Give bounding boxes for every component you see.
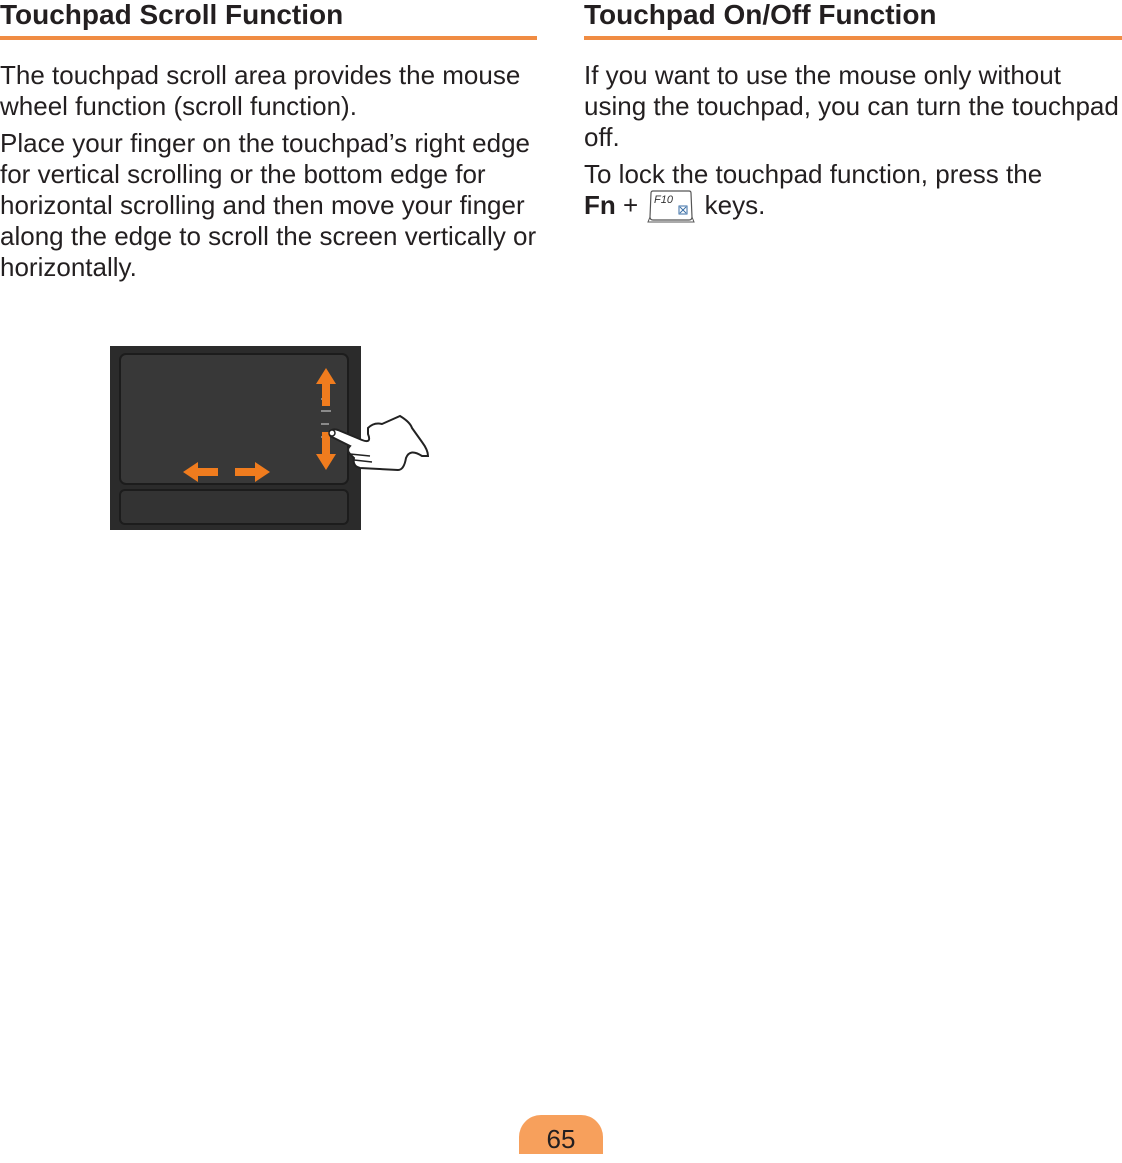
f10-key-text: F10 [654, 194, 674, 206]
scroll-paragraph-1: The touchpad scroll area provides the mouse wheel function (scroll function). [0, 60, 521, 121]
onoff-text-prefix: To lock the touchpad function, press the [584, 159, 1043, 189]
onoff-paragraph-1: If you want to use the mouse only without using the touchpad, you can turn the touchpad off. [584, 60, 1119, 152]
section-title-onoff: Touchpad On/Off Function [584, 0, 937, 30]
onoff-paragraph-2 [584, 159, 1122, 224]
plus-sign: + [623, 190, 639, 220]
onoff-text-suffix: keys. [704, 190, 766, 220]
right-column [584, 0, 1122, 224]
f10-key-icon [647, 190, 695, 224]
left-column [0, 0, 537, 283]
section-rule [584, 36, 1122, 40]
touchpad-illustration [110, 344, 440, 539]
section-rule [0, 36, 537, 40]
fn-key-label: Fn [584, 190, 616, 220]
section-title-scroll: Touchpad Scroll Function [0, 0, 344, 30]
page-number: 65 [519, 1115, 603, 1154]
scroll-paragraph-2: Place your finger on the touchpad’s right edge for vertical scrolling or the bottom edge for horizontal scrolling and then move your finger along the edge to scroll the screen vertically or horizontally. [0, 128, 537, 282]
